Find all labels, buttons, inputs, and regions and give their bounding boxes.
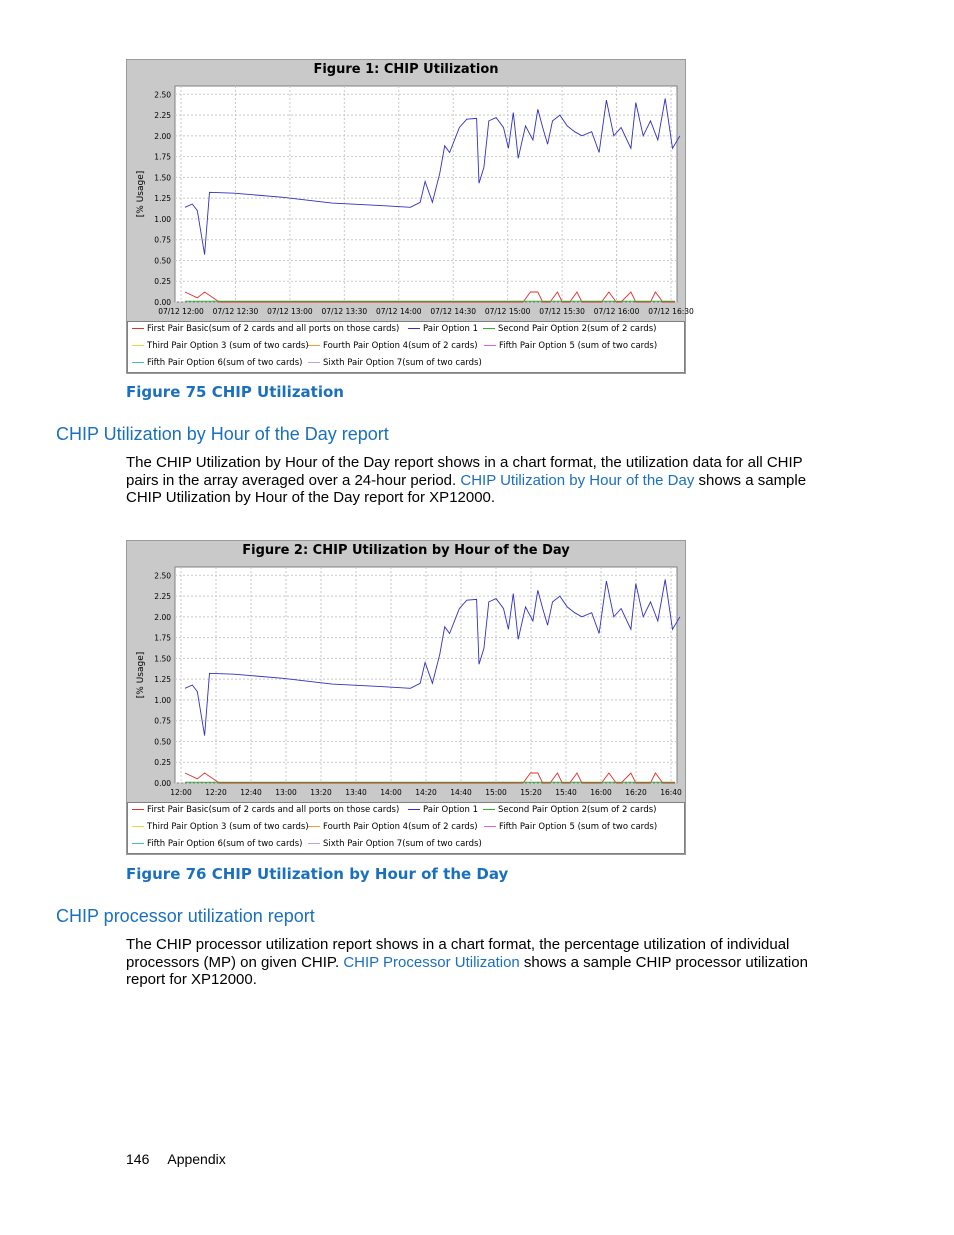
- legend-item: [132, 822, 309, 833]
- x-tick-label: 14:40: [450, 788, 472, 797]
- legend-swatch: [308, 362, 320, 363]
- y-tick-label: 1.50: [154, 654, 171, 664]
- y-tick-label: 1.25: [154, 194, 171, 204]
- y-tick-label: 1.75: [154, 152, 171, 162]
- legend-label: Sixth Pair Option 7(sum of two cards): [323, 839, 482, 849]
- legend-label: Fourth Pair Option 4(sum of 2 cards): [323, 341, 478, 351]
- y-tick-label: 2.00: [154, 612, 171, 622]
- chart-figure-1: [126, 59, 694, 374]
- legend-swatch: [408, 809, 420, 810]
- y-tick-label: 2.25: [154, 111, 171, 121]
- y-tick-label: 2.25: [154, 592, 171, 602]
- chart-figure-2: [126, 540, 686, 855]
- legend-swatch: [483, 328, 495, 329]
- chart-plot-2: [127, 541, 685, 803]
- legend-label: First Pair Basic(sum of 2 cards and all ports on those cards): [147, 805, 400, 815]
- legend-item: [408, 324, 478, 335]
- legend-label: Second Pair Option 2(sum of 2 cards): [498, 324, 657, 334]
- y-tick-label: 1.00: [154, 695, 171, 705]
- legend-swatch: [132, 345, 144, 346]
- x-tick-label: 15:20: [520, 788, 542, 797]
- y-tick-label: 2.00: [154, 131, 171, 141]
- x-tick-label: 07/12 16:00: [593, 307, 640, 316]
- legend-label: Sixth Pair Option 7(sum of two cards): [323, 358, 482, 368]
- legend-swatch: [483, 809, 495, 810]
- x-tick-label: 07/12 13:30: [321, 307, 368, 316]
- x-tick-label: 15:40: [555, 788, 577, 797]
- legend-swatch: [132, 328, 144, 329]
- y-tick-label: 0.00: [154, 298, 171, 307]
- page-footer: [126, 1151, 226, 1167]
- legend-swatch: [308, 345, 320, 346]
- paragraph-text: The CHIP Utilization by Hour of the Day report shows in a chart format, the utilization data for all CHIP pairs in the array averaged over a 24-hour period.: [126, 454, 803, 489]
- legend-item: [483, 324, 656, 335]
- x-tick-label: 12:00: [170, 788, 192, 797]
- legend-label: Pair Option 1: [423, 805, 478, 815]
- x-tick-label: 07/12 12:00: [158, 307, 204, 316]
- y-tick-label: 1.75: [154, 633, 171, 643]
- legend-item: [308, 341, 478, 352]
- y-tick-label: 1.50: [154, 173, 171, 183]
- legend-label: Pair Option 1: [423, 324, 478, 334]
- x-tick-label: 14:00: [380, 788, 402, 797]
- legend-item: [484, 341, 657, 352]
- figure-link[interactable]: CHIP Utilization by Hour of the Day: [460, 471, 695, 489]
- section-heading: CHIP processor utilization report: [56, 906, 315, 926]
- legend-swatch: [132, 362, 144, 363]
- legend-label: Fifth Pair Option 5 (sum of two cards): [499, 341, 658, 351]
- y-tick-label: 2.50: [154, 571, 171, 581]
- legend-label: Second Pair Option 2(sum of 2 cards): [498, 805, 657, 815]
- legend-item: [132, 324, 399, 335]
- x-tick-label: 07/12 13:00: [267, 307, 313, 316]
- x-tick-label: 12:40: [240, 788, 262, 797]
- legend-label: Fifth Pair Option 6(sum of two cards): [147, 358, 303, 368]
- paragraph: [126, 454, 836, 507]
- chart-title: Figure 2: CHIP Utilization by Hour of the Day: [242, 543, 570, 558]
- legend-label: Fifth Pair Option 6(sum of two cards): [147, 839, 303, 849]
- chart-frame: [126, 540, 686, 855]
- y-axis-label: [% Usage]: [136, 170, 146, 218]
- legend-item: [308, 822, 478, 833]
- x-tick-label: 13:00: [275, 788, 297, 797]
- figure-caption: Figure 75 CHIP Utilization: [126, 383, 344, 401]
- chart-frame: [126, 59, 694, 374]
- x-tick-label: 13:20: [310, 788, 332, 797]
- figure-caption: Figure 76 CHIP Utilization by Hour of the Day: [126, 865, 509, 883]
- legend-swatch: [484, 345, 496, 346]
- legend-swatch: [308, 843, 320, 844]
- chart-plot-1: [127, 60, 694, 322]
- figure-link[interactable]: CHIP Processor Utilization: [343, 953, 520, 971]
- y-axis-label: [% Usage]: [136, 651, 146, 699]
- x-tick-label: 07/12 12:30: [212, 307, 259, 316]
- x-tick-label: 07/12 14:00: [375, 307, 422, 316]
- legend-swatch: [132, 843, 144, 844]
- x-tick-label: 07/12 14:30: [430, 307, 477, 316]
- legend-item: [132, 358, 302, 369]
- y-tick-label: 0.75: [154, 716, 171, 726]
- y-tick-label: 0.25: [154, 758, 171, 768]
- y-tick-label: 0.50: [154, 256, 171, 266]
- legend-item: [132, 805, 399, 816]
- legend-item: [308, 358, 482, 369]
- y-tick-label: 2.50: [154, 90, 171, 100]
- legend-item: [132, 341, 309, 352]
- y-tick-label: 0.25: [154, 277, 171, 287]
- footer-section: Appendix: [167, 1151, 226, 1167]
- chart-legend: [127, 321, 685, 373]
- legend-label: Third Pair Option 3 (sum of two cards): [147, 341, 309, 351]
- paragraph-text: The CHIP processor utilization report shows in a chart format, the percentage utilization of individual processors (MP) on given CHIP.: [126, 936, 790, 971]
- chart-title: Figure 1: CHIP Utilization: [313, 62, 499, 77]
- legend-item: [483, 805, 656, 816]
- x-tick-label: 16:20: [625, 788, 647, 797]
- legend-swatch: [132, 809, 144, 810]
- chart-legend: [127, 802, 685, 854]
- legend-item: [308, 839, 482, 850]
- y-tick-label: 1.00: [154, 214, 171, 224]
- legend-swatch: [308, 826, 320, 827]
- paragraph: [126, 936, 836, 989]
- legend-item: [132, 839, 302, 850]
- legend-label: First Pair Basic(sum of 2 cards and all ports on those cards): [147, 324, 400, 334]
- page-number: 146: [126, 1151, 150, 1167]
- x-tick-label: 07/12 16:30: [648, 307, 694, 316]
- legend-swatch: [408, 328, 420, 329]
- plot-area: [175, 86, 677, 302]
- x-tick-label: 13:40: [345, 788, 367, 797]
- x-tick-label: 07/12 15:00: [484, 307, 531, 316]
- legend-swatch: [132, 826, 144, 827]
- legend-item: [484, 822, 657, 833]
- x-tick-label: 14:20: [415, 788, 437, 797]
- x-tick-label: 16:40: [660, 788, 682, 797]
- x-tick-label: 16:00: [590, 788, 612, 797]
- y-tick-label: 0.50: [154, 737, 171, 747]
- y-tick-label: 0.00: [154, 779, 171, 788]
- section-heading: CHIP Utilization by Hour of the Day report: [56, 424, 389, 444]
- legend-label: Third Pair Option 3 (sum of two cards): [147, 822, 309, 832]
- x-tick-label: 15:00: [485, 788, 507, 797]
- legend-swatch: [484, 826, 496, 827]
- paragraph-text: shows a sample CHIP processor utilization report for XP12000.: [126, 953, 808, 988]
- y-tick-label: 0.75: [154, 235, 171, 245]
- paragraph-text: shows a sample CHIP Utilization by Hour of the Day report for XP12000.: [126, 471, 807, 506]
- x-tick-label: 12:20: [205, 788, 227, 797]
- y-tick-label: 1.25: [154, 675, 171, 685]
- x-tick-label: 07/12 15:30: [539, 307, 585, 316]
- legend-label: Fourth Pair Option 4(sum of 2 cards): [323, 822, 478, 832]
- legend-item: [408, 805, 478, 816]
- legend-label: Fifth Pair Option 5 (sum of two cards): [499, 822, 658, 832]
